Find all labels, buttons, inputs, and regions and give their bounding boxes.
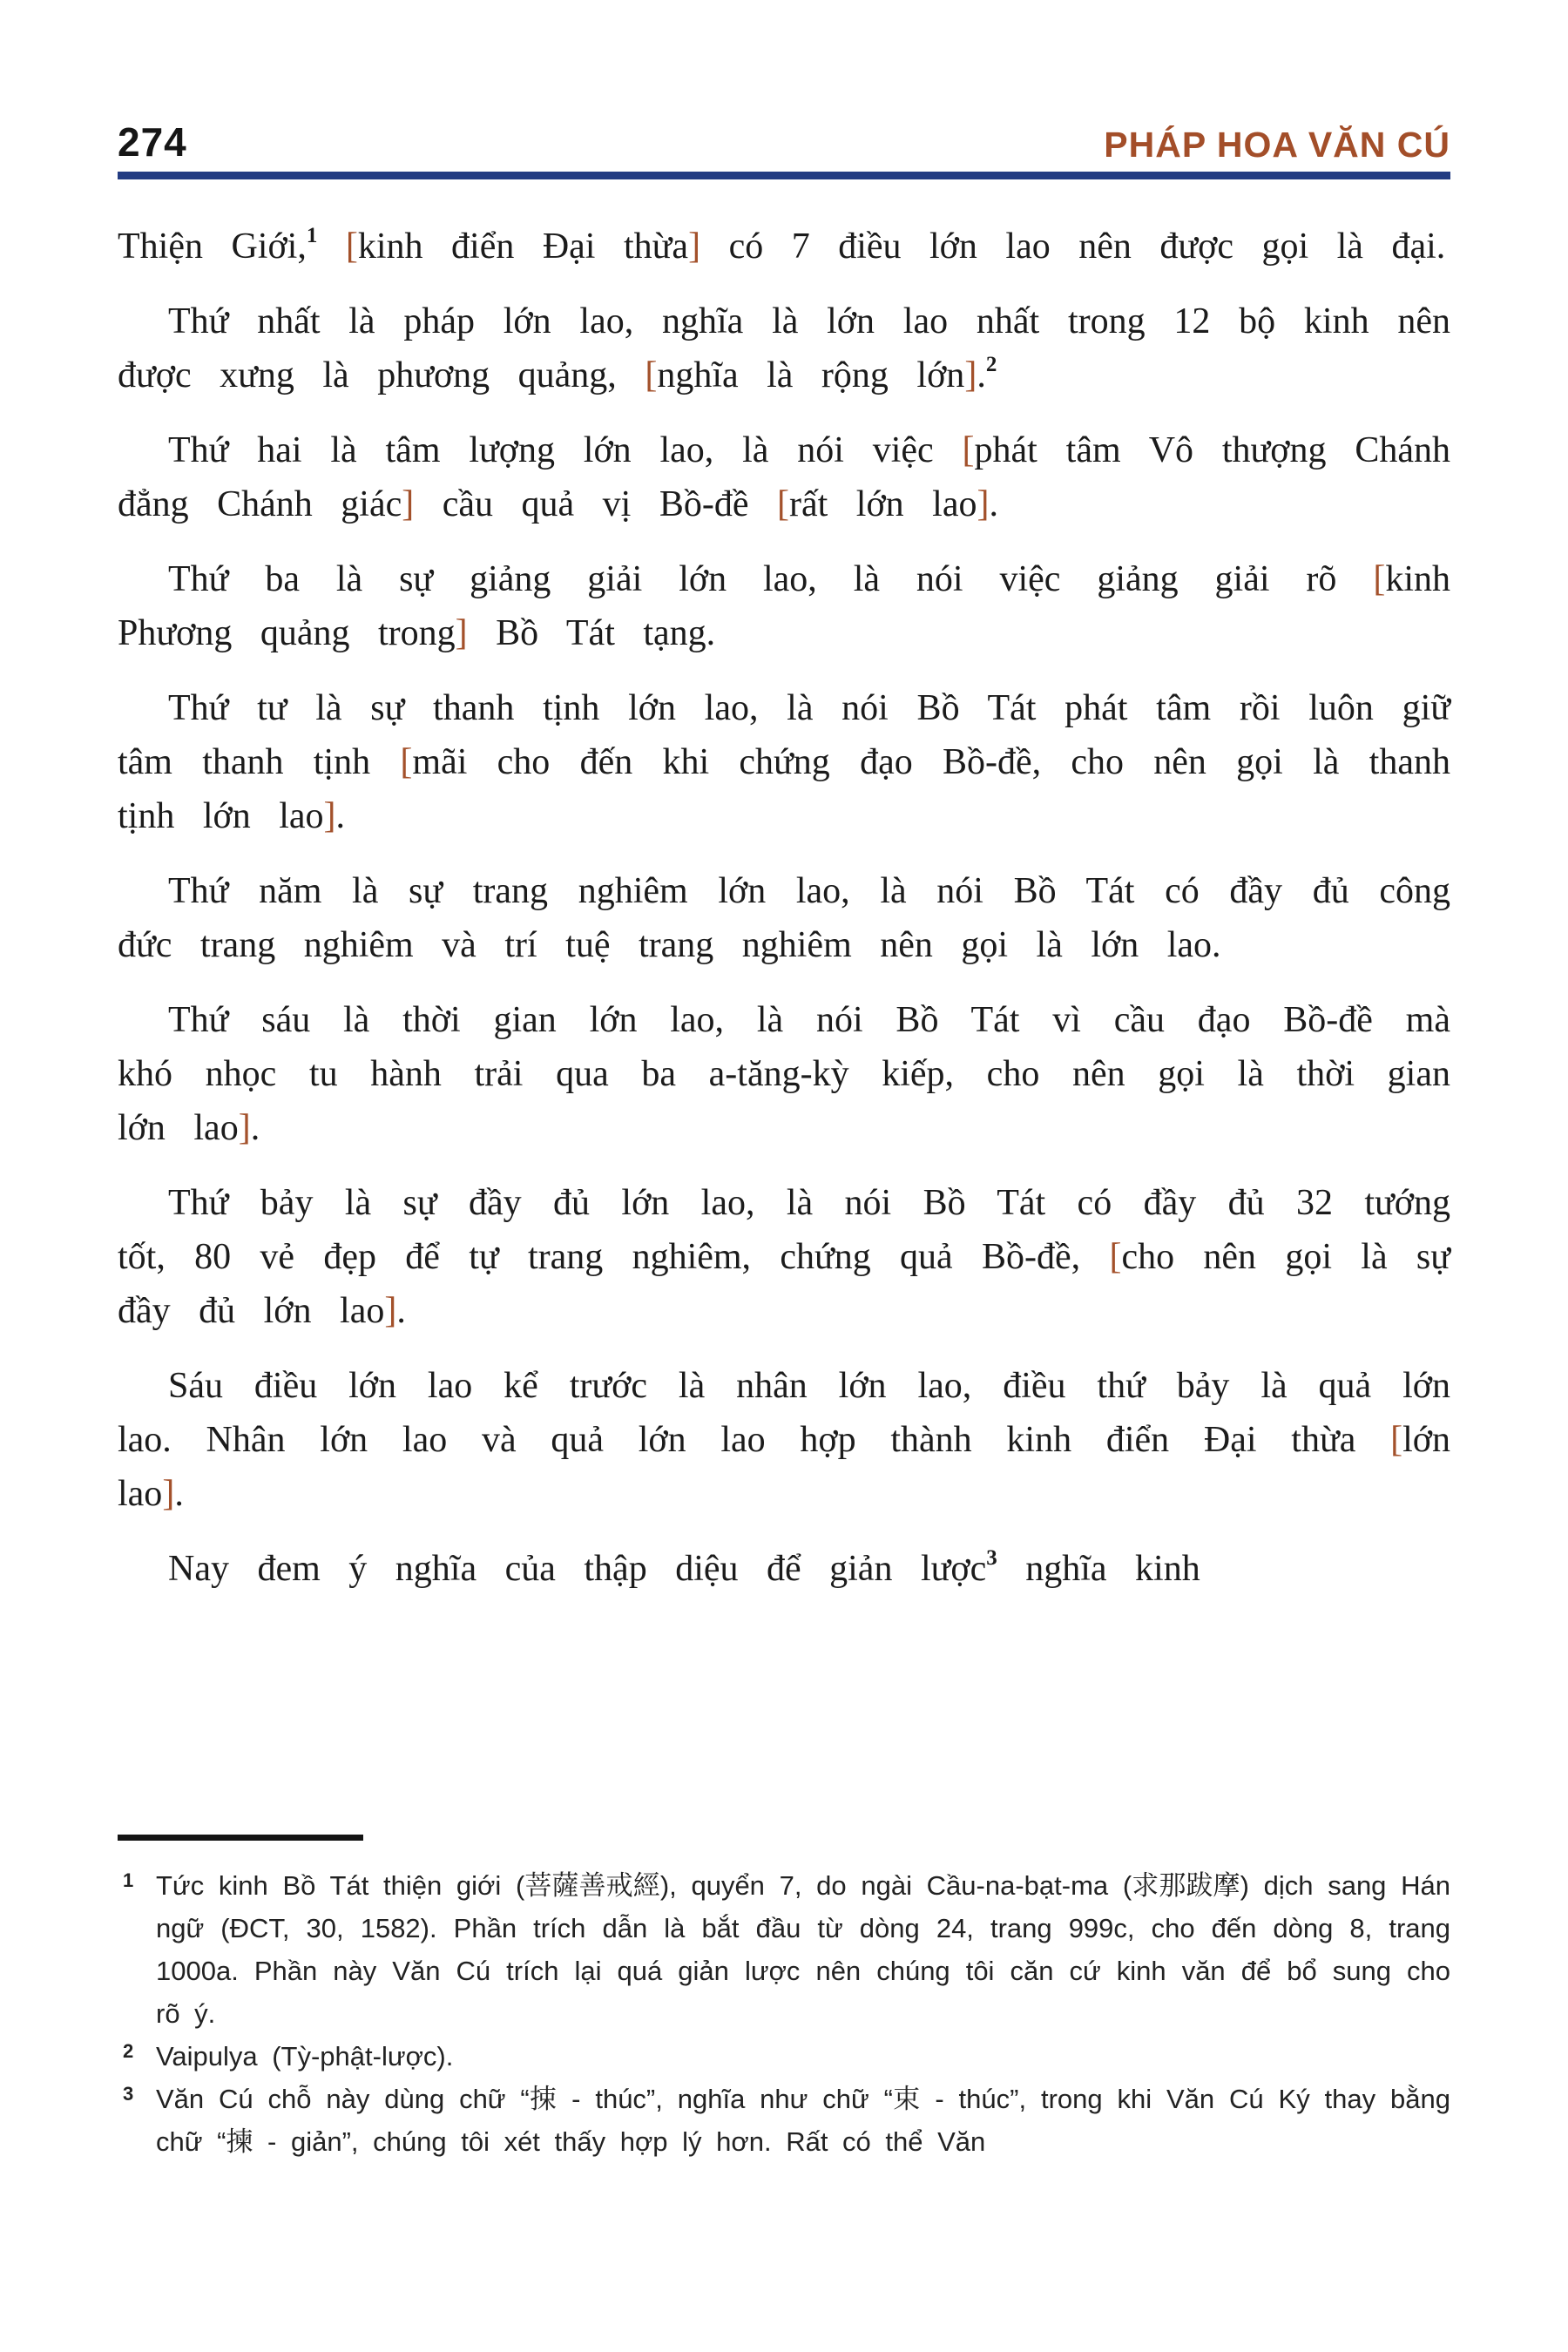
footnote-text: Văn Cú chỗ này dùng chữ “捒 - thúc”, nghĩa như chữ “束 - thúc”, trong khi Văn Cú Ký thay bằng chữ “揀 - giản”, chúng tôi xét thấy hợp lý hơn. Rất có thể Văn	[156, 2084, 1450, 2157]
footnotes	[118, 1864, 1450, 2163]
editorial-bracket: [	[777, 484, 789, 524]
editorial-bracket: [	[962, 430, 975, 470]
footnote	[118, 2035, 1450, 2078]
editorial-bracket: ]	[455, 613, 468, 653]
editorial-bracket: [	[345, 226, 358, 267]
page-number: 274	[118, 119, 187, 165]
footnote-number: 3	[123, 2083, 134, 2105]
editorial-bracket: ]	[323, 796, 336, 836]
running-title: PHÁP HOA VĂN CÚ	[1104, 125, 1450, 165]
body-text	[118, 220, 1450, 1617]
paragraph: Thứ hai là tâm lượng lớn lao, là nói việc [phát tâm Vô thượng Chánh đẳng Chánh giác] cầu quả vị Bồ-đề [rất lớn lao].	[118, 430, 1450, 524]
footnote-text: Vaipulya (Tỳ-phật-lược).	[156, 2041, 454, 2072]
footnote-ref: 1	[306, 224, 318, 247]
editorial-bracket: ]	[688, 226, 701, 267]
editorial-bracket: [	[1109, 1237, 1122, 1277]
footnote-text: Tức kinh Bồ Tát thiện giới (菩薩善戒經), quyển 7, do ngài Cầu-na-bạt-ma (求那跋摩) dịch sang Hán ngữ (ĐCT, 30, 1582). Phần trích dẫn là bắt đầu từ dòng 24, trang 999c, cho đến dòng 8, trang 1000a. Phần này Văn Cú trích lại quá giản lược nên chúng tôi căn cứ kinh văn để bổ sung cho rõ ý.	[156, 1870, 1450, 2029]
editorial-bracket: ]	[162, 1474, 175, 1514]
page-header	[118, 118, 1450, 166]
header-rule	[118, 172, 1450, 179]
footnote-ref: 3	[986, 1546, 997, 1570]
editorial-bracket: ]	[977, 484, 990, 524]
editorial-bracket: ]	[384, 1291, 397, 1331]
footnote	[118, 2078, 1450, 2163]
paragraph: Thứ sáu là thời gian lớn lao, là nói Bồ Tát vì cầu đạo Bồ-đề mà khó nhọc tu hành trải qua ba a-tăng-kỳ kiếp, cho nên gọi là thời gian lớn lao].	[118, 1000, 1450, 1148]
paragraph: Thứ năm là sự trang nghiêm lớn lao, là nói Bồ Tát có đầy đủ công đức trang nghiêm và trí tuệ trang nghiêm nên gọi là lớn lao.	[118, 871, 1450, 965]
editorial-bracket: [	[400, 742, 413, 782]
editorial-bracket: ]	[964, 355, 977, 395]
editorial-bracket: [	[1373, 559, 1386, 599]
paragraph: Sáu điều lớn lao kể trước là nhân lớn lao, điều thứ bảy là quả lớn lao. Nhân lớn lao và quả lớn lao hợp thành kinh điển Đại thừa [lớn lao].	[118, 1366, 1450, 1514]
footnote-number: 1	[123, 1869, 134, 1891]
editorial-bracket: [	[645, 355, 658, 395]
paragraph: Thứ nhất là pháp lớn lao, nghĩa là lớn lao nhất trong 12 bộ kinh nên được xưng là phương quảng, [nghĩa là rộng lớn].$^2$	[118, 301, 1450, 395]
paragraph: Thiện Giới,$^1$ [kinh điển Đại thừa] có 7 điều lớn lao nên được gọi là đại.	[118, 224, 1446, 267]
paragraph: Nay đem ý nghĩa của thập diệu để giản lược$^3$ nghĩa kinh	[168, 1546, 1200, 1589]
footnote-separator	[118, 1835, 363, 1841]
editorial-bracket: ]	[238, 1108, 251, 1148]
editorial-bracket: [	[1390, 1420, 1403, 1460]
footnote-number: 2	[123, 2040, 134, 2062]
editorial-bracket: ]	[402, 484, 415, 524]
paragraph: Thứ tư là sự thanh tịnh lớn lao, là nói Bồ Tát phát tâm rồi luôn giữ tâm thanh tịnh [mãi cho đến khi chứng đạo Bồ-đề, cho nên gọi là thanh tịnh lớn lao].	[118, 688, 1450, 836]
paragraph: Thứ ba là sự giảng giải lớn lao, là nói việc giảng giải rõ [kinh Phương quảng trong] Bồ Tát tạng.	[118, 559, 1450, 653]
footnote	[118, 1864, 1450, 2035]
paragraph: Thứ bảy là sự đầy đủ lớn lao, là nói Bồ Tát có đầy đủ 32 tướng tốt, 80 vẻ đẹp để tự trang nghiêm, chứng quả Bồ-đề, [cho nên gọi là sự đầy đủ lớn lao].	[118, 1183, 1450, 1331]
footnote-ref: 2	[985, 353, 997, 376]
